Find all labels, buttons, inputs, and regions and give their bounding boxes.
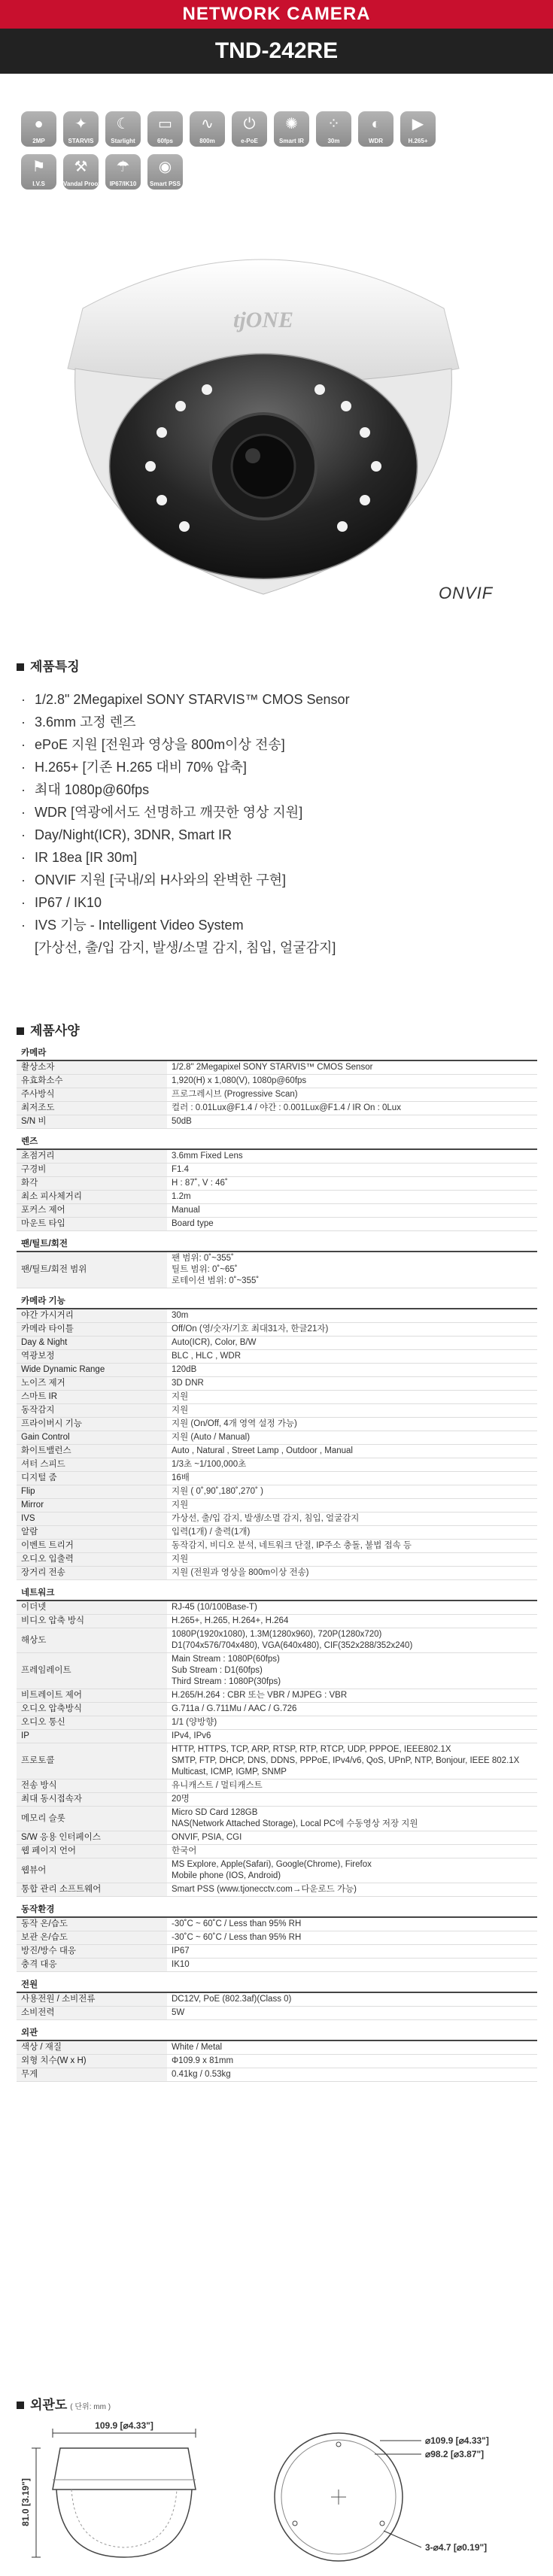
spec-category-label: 렌즈 <box>17 1129 167 1150</box>
spec-key: 마운트 타입 <box>17 1218 167 1231</box>
spec-row <box>17 1164 537 1177</box>
spec-value: Manual <box>167 1204 537 1218</box>
camera-brand-logo: tjONE <box>232 308 294 332</box>
spec-value: RJ-45 (10/100Base-T) <box>167 1601 537 1615</box>
starvis-icon <box>63 111 99 147</box>
spec-category-label: 동작환경 <box>17 1897 167 1918</box>
spec-row <box>17 1391 537 1404</box>
spec-category <box>17 1231 537 1252</box>
spec-category-label: 팬/틸트/회전 <box>17 1231 167 1252</box>
icon-row <box>21 111 540 147</box>
spec-key: 최저조도 <box>17 1102 167 1115</box>
spec-key: 카메라 타이틀 <box>17 1323 167 1337</box>
spec-value: 3D DNR <box>167 1377 537 1391</box>
spec-key: 셔터 스피드 <box>17 1458 167 1472</box>
spec-value: 입력(1개) / 출력(1개) <box>167 1526 537 1540</box>
spec-key: 메모리 슬롯 <box>17 1807 167 1831</box>
spec-value: 컬러 : 0.01Lux@F1.4 / 야간 : 0.001Lux@F1.4 / IR On : 0Lux <box>167 1102 537 1115</box>
spec-key: 웹뷰어 <box>17 1858 167 1883</box>
spec-value <box>167 2020 537 2041</box>
onvif-logo: ONVIF <box>439 584 494 602</box>
spec-row <box>17 1309 537 1323</box>
icon-glyph: ▶ <box>412 116 424 132</box>
spec-row <box>17 1931 537 1945</box>
dimension-height: 81.0 [3.19"] <box>20 2478 31 2526</box>
spec-key: 동작 온/습도 <box>17 1917 167 1931</box>
spec-key: 오디오 압축방식 <box>17 1703 167 1716</box>
spec-key: 보관 온/습도 <box>17 1931 167 1945</box>
spec-value: BLC , HLC , WDR <box>167 1350 537 1364</box>
spec-value: 1.2m <box>167 1191 537 1204</box>
dimension-mount-holes: 3-⌀4.7 [⌀0.19"] <box>425 2542 488 2553</box>
spec-value <box>167 1288 537 1309</box>
spec-value: Auto , Natural , Street Lamp , Outdoor , Manual <box>167 1445 537 1458</box>
spec-row <box>17 1364 537 1377</box>
spec-row <box>17 1992 537 2007</box>
spec-row <box>17 1945 537 1959</box>
spec-key: Mirror <box>17 1499 167 1513</box>
spec-value: 지원 <box>167 1553 537 1567</box>
camera-image <box>53 218 474 609</box>
spec-category <box>17 1048 537 1060</box>
spec-key: 야간 가시거리 <box>17 1309 167 1323</box>
icon-glyph: ⚑ <box>32 159 46 175</box>
dimensions-title <box>17 2394 111 2413</box>
feature-item: · 최대 1080p@60fps <box>21 778 533 801</box>
spec-row <box>17 1060 537 1075</box>
vandal-proof-icon <box>63 154 99 190</box>
wdr-icon <box>358 111 393 147</box>
dimensions-drawing <box>15 2418 542 2565</box>
spec-value: 유니캐스트 / 멀티캐스트 <box>167 1780 537 1793</box>
features-list <box>21 688 533 959</box>
feature-item: · ONVIF 지원 [국내/외 H사와의 완벽한 구현] <box>21 869 533 891</box>
icon-glyph: ⁘ <box>327 116 340 132</box>
spec-row <box>17 1337 537 1350</box>
icon-label: 800m <box>199 138 215 144</box>
spec-key: 해상도 <box>17 1628 167 1653</box>
spec-key: 사용전원 / 소비전류 <box>17 1992 167 2007</box>
spec-value <box>167 1231 537 1252</box>
spec-value: 1/2.8" 2Megapixel SONY STARVIS™ CMOS Sensor <box>167 1060 537 1075</box>
spec-row <box>17 1653 537 1689</box>
spec-value: IK10 <box>167 1959 537 1972</box>
800m-icon <box>190 111 225 147</box>
icon-label: Smart IR <box>279 138 304 144</box>
icon-glyph: ● <box>34 116 44 132</box>
spec-category-label: 전원 <box>17 1972 167 1993</box>
spec-value: IPv4, IPv6 <box>167 1730 537 1743</box>
spec-category <box>17 1897 537 1918</box>
spec-category-label: 카메라 기능 <box>17 1288 167 1309</box>
icon-glyph: ⏻ <box>243 116 256 132</box>
spec-value: -30˚C ~ 60˚C / Less than 95% RH <box>167 1917 537 1931</box>
spec-value: Main Stream : 1080P(60fps) Sub Stream : D1(60fps) Third Stream : 1080P(30fps) <box>167 1653 537 1689</box>
header-title: NETWORK CAMERA <box>0 0 553 29</box>
model-name: TND-242RE <box>0 29 553 74</box>
specs-title: 제품사양 <box>17 1020 80 1039</box>
spec-row <box>17 1149 537 1164</box>
feature-item: · H.265+ [기존 H.265 대비 70% 압축] <box>21 756 533 778</box>
icon-label: I.V.S <box>32 181 45 187</box>
spec-row <box>17 1102 537 1115</box>
30m-icon <box>316 111 351 147</box>
spec-row <box>17 1807 537 1831</box>
spec-key: 이벤트 트리거 <box>17 1540 167 1553</box>
dimension-inner-diameter: ⌀98.2 [⌀3.87"] <box>425 2449 485 2459</box>
spec-row <box>17 1959 537 1972</box>
spec-category <box>17 1972 537 1993</box>
spec-row <box>17 1499 537 1513</box>
spec-row <box>17 1567 537 1580</box>
feature-item: · IR 18ea [IR 30m] <box>21 846 533 869</box>
spec-value: H : 87˚, V : 46˚ <box>167 1177 537 1191</box>
spec-value: 지원 <box>167 1404 537 1418</box>
icon-row <box>21 154 540 190</box>
icon-glyph: ▭ <box>158 116 172 132</box>
spec-row <box>17 1445 537 1458</box>
spec-value: 지원 <box>167 1499 537 1513</box>
spec-value: 30m <box>167 1309 537 1323</box>
spec-key: 유효화소수 <box>17 1075 167 1088</box>
spec-key: 프라이버시 기능 <box>17 1418 167 1431</box>
spec-category <box>17 2020 537 2041</box>
icon-label: e-PoE <box>241 138 258 144</box>
spec-row <box>17 1204 537 1218</box>
spec-key: 외형 치수(W x H) <box>17 2055 167 2068</box>
spec-value: Smart PSS (www.tjonecctv.com→다운로드 가능) <box>167 1883 537 1897</box>
spec-key: 소비전력 <box>17 2007 167 2020</box>
icon-glyph: ✦ <box>74 116 87 132</box>
feature-item: · IP67 / IK10 <box>21 891 533 914</box>
icon-glyph: ∿ <box>201 116 214 132</box>
spec-row <box>17 1793 537 1807</box>
spec-row <box>17 1730 537 1743</box>
spec-row <box>17 1780 537 1793</box>
dimension-width: 109.9 [⌀4.33"] <box>95 2420 153 2431</box>
spec-value: 0.41kg / 0.53kg <box>167 2068 537 2082</box>
feature-item: · 1/2.8" 2Megapixel SONY STARVIS™ CMOS Sensor <box>21 688 533 711</box>
spec-value: 지원 ( 0˚,90˚,180˚,270˚ ) <box>167 1485 537 1499</box>
feature-item: · 3.6mm 고정 렌즈 <box>21 711 533 733</box>
spec-value: 120dB <box>167 1364 537 1377</box>
spec-row <box>17 1743 537 1780</box>
spec-row <box>17 1431 537 1445</box>
spec-key: 프로토콜 <box>17 1743 167 1780</box>
spec-value: 3.6mm Fixed Lens <box>167 1149 537 1164</box>
spec-row <box>17 1252 537 1288</box>
spec-key: 촬상소자 <box>17 1060 167 1075</box>
icon-label: 30m <box>327 138 340 144</box>
spec-key: 스마트 IR <box>17 1391 167 1404</box>
dimension-outer-diameter: ⌀109.9 [⌀4.33"] <box>425 2435 489 2446</box>
spec-key: 화이트밸런스 <box>17 1445 167 1458</box>
spec-row <box>17 1177 537 1191</box>
spec-key: 장거리 전송 <box>17 1567 167 1580</box>
spec-row <box>17 2055 537 2068</box>
spec-value <box>167 1129 537 1150</box>
spec-value: F1.4 <box>167 1164 537 1177</box>
spec-key: 화각 <box>17 1177 167 1191</box>
spec-value: 16배 <box>167 1472 537 1485</box>
spec-value: H.265+, H.265, H.264+, H.264 <box>167 1615 537 1628</box>
spec-value <box>167 1048 537 1060</box>
spec-row <box>17 2007 537 2020</box>
spec-row <box>17 1377 537 1391</box>
h265-icon <box>400 111 436 147</box>
icon-glyph: ☂ <box>116 159 130 175</box>
spec-row <box>17 1088 537 1102</box>
feature-item: · IVS 기능 - Intelligent Video System <box>21 914 533 936</box>
spec-value: IP67 <box>167 1945 537 1959</box>
spec-row <box>17 1513 537 1526</box>
icon-label: IP67/IK10 <box>109 181 137 187</box>
icon-label: 60fps <box>157 138 173 144</box>
starlight-icon <box>105 111 141 147</box>
spec-key: 오디오 통신 <box>17 1716 167 1730</box>
icon-glyph: ◉ <box>158 159 172 175</box>
spec-key: 오디오 입출력 <box>17 1553 167 1567</box>
spec-value: 1/1 (양방향) <box>167 1716 537 1730</box>
spec-row <box>17 1075 537 1088</box>
spec-row <box>17 1323 537 1337</box>
icon-label: STARVIS <box>68 138 94 144</box>
icon-label: Smart PSS <box>150 181 181 187</box>
spec-row <box>17 1917 537 1931</box>
spec-key: 최대 동시접속자 <box>17 1793 167 1807</box>
spec-key: 충격 대응 <box>17 1959 167 1972</box>
spec-value: 지원 <box>167 1391 537 1404</box>
spec-key: 비디오 압축 방식 <box>17 1615 167 1628</box>
spec-value: 1080P(1920x1080), 1.3M(1280x960), 720P(1280x720) D1(704x576/704x480), VGA(640x480), CIF(352x288/352x240) <box>167 1628 537 1653</box>
spec-row <box>17 1628 537 1653</box>
spec-value: HTTP, HTTPS, TCP, ARP, RTSP, RTP, RTCP, UDP, PPPOE, IEEE802.1X SMTP, FTP, DHCP, DNS, DDNS, PPPoE, IPv4/v6, QoS, UPnP, NTP, Bonjour, IEEE 802.1X Multicast, ICMP, IGMP, SNMP <box>167 1743 537 1780</box>
smart-ir-icon <box>274 111 309 147</box>
spec-row <box>17 2068 537 2082</box>
spec-row <box>17 1191 537 1204</box>
spec-value: Off/On (영/숫자/기호 최대31자, 한글21자) <box>167 1323 537 1337</box>
feature-item: · Day/Night(ICR), 3DNR, Smart IR <box>21 824 533 846</box>
spec-value: -30˚C ~ 60˚C / Less than 95% RH <box>167 1931 537 1945</box>
spec-category <box>17 1129 537 1150</box>
feature-item: · ePoE 지원 [전원과 영상을 800m이상 전송] <box>21 733 533 756</box>
icon-glyph: ⚒ <box>74 159 88 175</box>
spec-key: S/W 응용 인터페이스 <box>17 1831 167 1845</box>
spec-value: Board type <box>167 1218 537 1231</box>
spec-key: 비트레이트 제어 <box>17 1689 167 1703</box>
spec-row <box>17 1716 537 1730</box>
spec-value <box>167 1972 537 1993</box>
spec-row <box>17 1526 537 1540</box>
feature-item: · WDR [역광에서도 선명하고 깨끗한 영상 지원] <box>21 801 533 824</box>
spec-value: Auto(ICR), Color, B/W <box>167 1337 537 1350</box>
icon-glyph: ◐ <box>371 116 381 132</box>
spec-value: 프로그레시브 (Progressive Scan) <box>167 1088 537 1102</box>
spec-key: 전송 방식 <box>17 1780 167 1793</box>
spec-value: 동작감지, 비디오 분석, 네트워크 단절, IP주소 충돌, 불법 접속 등 <box>167 1540 537 1553</box>
spec-row <box>17 1615 537 1628</box>
spec-key: 최소 피사체거리 <box>17 1191 167 1204</box>
spec-category-label: 카메라 <box>17 1048 167 1060</box>
spec-key: 웹 페이지 언어 <box>17 1845 167 1858</box>
spec-key: 방진/방수 대응 <box>17 1945 167 1959</box>
spec-key: 프레임레이트 <box>17 1653 167 1689</box>
spec-value: H.265/H.264 : CBR 또는 VBR / MJPEG : VBR <box>167 1689 537 1703</box>
spec-value: 가상선, 출/입 감지, 발생/소멸 감지, 침입, 얼굴감지 <box>167 1513 537 1526</box>
spec-value: 1/3초 ~1/100,000초 <box>167 1458 537 1472</box>
icon-label: Vandal Proof <box>63 181 100 187</box>
dimensions-unit: ( 단위: mm ) <box>70 2403 111 2411</box>
spec-row <box>17 1858 537 1883</box>
spec-row <box>17 1418 537 1431</box>
spec-key: 초점거리 <box>17 1149 167 1164</box>
spec-row <box>17 1458 537 1472</box>
spec-value: Micro SD Card 128GB NAS(Network Attached Storage), Local PC에 수동영상 저장 지원 <box>167 1807 537 1831</box>
icon-glyph: ✺ <box>285 116 298 132</box>
spec-value: ONVIF, PSIA, CGI <box>167 1831 537 1845</box>
smart-pss-icon <box>147 154 183 190</box>
ip67-ik10-icon <box>105 154 141 190</box>
spec-row <box>17 1218 537 1231</box>
spec-category <box>17 1288 537 1309</box>
spec-key: 디지털 줌 <box>17 1472 167 1485</box>
spec-row <box>17 1540 537 1553</box>
icon-label: 2MP <box>32 138 45 144</box>
spec-value <box>167 1580 537 1601</box>
features-title: 제품특징 <box>17 656 80 675</box>
spec-key: 무게 <box>17 2068 167 2082</box>
spec-value: 팬 범위: 0˚~355˚ 틸트 범위: 0˚~65˚ 로테이션 범위: 0˚~355˚ <box>167 1252 537 1288</box>
spec-value: 지원 (전원과 영상을 800m이상 전송) <box>167 1567 537 1580</box>
spec-key: 이더넷 <box>17 1601 167 1615</box>
spec-value: 20명 <box>167 1793 537 1807</box>
spec-category-label: 외관 <box>17 2020 167 2041</box>
spec-key: 색상 / 재질 <box>17 2040 167 2055</box>
spec-row <box>17 1883 537 1897</box>
spec-row <box>17 1831 537 1845</box>
spec-key: 구경비 <box>17 1164 167 1177</box>
spec-row <box>17 1485 537 1499</box>
spec-key: Day & Night <box>17 1337 167 1350</box>
spec-value: White / Metal <box>167 2040 537 2055</box>
spec-key: IP <box>17 1730 167 1743</box>
spec-value: 지원 (On/Off, 4개 영역 설정 가능) <box>167 1418 537 1431</box>
feature-item-continuation: [가상선, 출/입 감지, 발생/소멸 감지, 침입, 얼굴감지] <box>35 940 336 955</box>
spec-row <box>17 1601 537 1615</box>
spec-key: 팬/틸트/회전 범위 <box>17 1252 167 1288</box>
icon-label: H.265+ <box>408 138 428 144</box>
spec-value: 1,920(H) x 1,080(V), 1080p@60fps <box>167 1075 537 1088</box>
feature-icons <box>21 111 540 197</box>
spec-category-label: 네트워크 <box>17 1580 167 1601</box>
spec-category <box>17 1580 537 1601</box>
specs-table <box>17 1048 537 2082</box>
spec-row <box>17 1553 537 1567</box>
spec-key: Flip <box>17 1485 167 1499</box>
spec-key: Gain Control <box>17 1431 167 1445</box>
epoe-icon <box>232 111 267 147</box>
spec-row <box>17 1404 537 1418</box>
icon-glyph: ☾ <box>116 116 130 132</box>
spec-row <box>17 1703 537 1716</box>
spec-value: 한국어 <box>167 1845 537 1858</box>
spec-key: IVS <box>17 1513 167 1526</box>
spec-key: 알람 <box>17 1526 167 1540</box>
spec-value: 5W <box>167 2007 537 2020</box>
spec-key: 통합 관리 소프트웨어 <box>17 1883 167 1897</box>
2mp-icon <box>21 111 56 147</box>
spec-key: 역광보정 <box>17 1350 167 1364</box>
spec-value: 50dB <box>167 1115 537 1129</box>
60fps-icon <box>147 111 183 147</box>
icon-label: Starlight <box>111 138 135 144</box>
spec-row <box>17 1472 537 1485</box>
spec-value: 지원 (Auto / Manual) <box>167 1431 537 1445</box>
spec-value: Φ109.9 x 81mm <box>167 2055 537 2068</box>
spec-row <box>17 1689 537 1703</box>
spec-key: Wide Dynamic Range <box>17 1364 167 1377</box>
spec-value: DC12V, PoE (802.3af)(Class 0) <box>167 1992 537 2007</box>
spec-key: 동작감지 <box>17 1404 167 1418</box>
ivs-icon <box>21 154 56 190</box>
dimensions-title-text: 외관도 <box>30 2398 68 2412</box>
spec-row <box>17 1115 537 1129</box>
icon-label: WDR <box>368 138 384 144</box>
spec-row <box>17 2040 537 2055</box>
spec-value <box>167 1897 537 1918</box>
spec-key: S/N 비 <box>17 1115 167 1129</box>
spec-key: 주사방식 <box>17 1088 167 1102</box>
spec-row <box>17 1350 537 1364</box>
spec-value: MS Explore, Apple(Safari), Google(Chrome), Firefox Mobile phone (IOS, Android) <box>167 1858 537 1883</box>
spec-row <box>17 1845 537 1858</box>
spec-value: G.711a / G.711Mu / AAC / G.726 <box>167 1703 537 1716</box>
spec-key: 노이즈 제거 <box>17 1377 167 1391</box>
spec-key: 포커스 제어 <box>17 1204 167 1218</box>
